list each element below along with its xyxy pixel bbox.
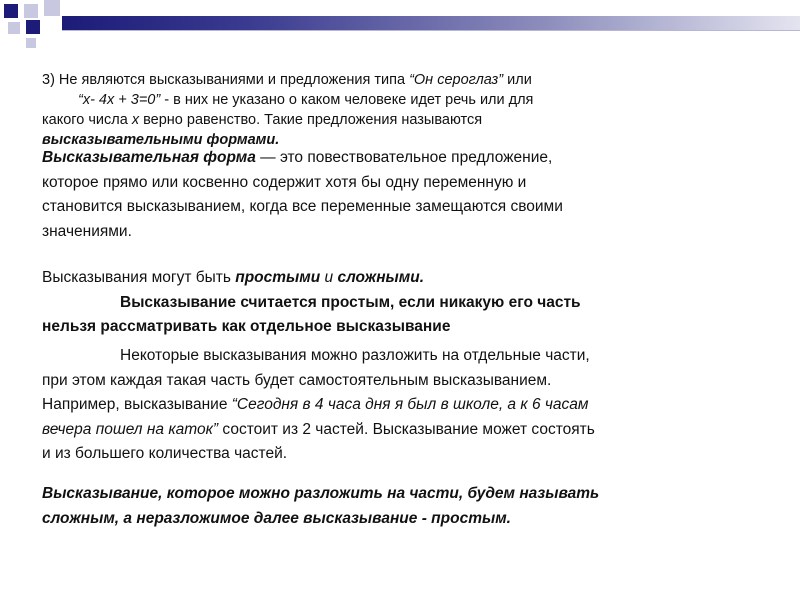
text-line: какого числа x верно равенство. Такие предложения называются xyxy=(42,112,483,128)
paragraph-kinds xyxy=(42,266,772,340)
rule-line: нельзя рассматривать как отдельное высказывание xyxy=(42,318,451,335)
text-line: Высказывания могут быть простыми и сложными. xyxy=(42,269,425,286)
text-line: 3) Не являются высказываниями и предложения типа “Он сероглаз” или xyxy=(42,72,532,88)
decor-square xyxy=(24,4,38,18)
example-quote: “Он сероглаз” xyxy=(409,72,504,88)
text-line: сложным, а неразложимое далее высказывание - простым. xyxy=(42,509,511,527)
slide-header-decoration xyxy=(0,0,800,60)
text-line: “x- 4x + 3=0” - в них не указано о каком человеке идет речь или для xyxy=(78,92,534,108)
decor-square xyxy=(26,38,36,48)
term-simple: простыми xyxy=(235,269,321,286)
defined-term: Высказывательная форма xyxy=(42,149,256,166)
decor-square xyxy=(8,22,20,34)
text-line: Например, высказывание “Сегодня в 4 часа дня я был в школе, а к 6 часам xyxy=(42,396,589,413)
example-quote: вечера пошел на каток” xyxy=(42,420,219,438)
example-quote: “Сегодня в 4 часа дня я был в школе, а к 6 часам xyxy=(231,396,589,413)
text-line: значениями. xyxy=(42,222,132,240)
decor-square xyxy=(4,4,18,18)
paragraph-definition xyxy=(42,146,772,244)
variable-x: x xyxy=(131,112,140,128)
text-line: и из большего количества частей. xyxy=(42,445,288,462)
text-line: становится высказыванием, когда все переменные замещаются своими xyxy=(42,198,563,215)
text-line: при этом каждая такая часть будет самостоятельным высказыванием. xyxy=(42,371,552,389)
header-divider xyxy=(62,30,800,31)
text-line: которое прямо или косвенно содержит хотя бы одну переменную и xyxy=(42,173,527,191)
text-line: вечера пошел на каток” состоит из 2 частей. Высказывание может состоять xyxy=(42,420,595,438)
decor-square xyxy=(44,0,60,16)
term-complex: сложными. xyxy=(337,269,425,286)
equation-quote: “x- 4x + 3=0” xyxy=(78,92,161,108)
text-line: Высказывательная форма — это повествовательное предложение, xyxy=(42,149,553,166)
paragraph-example xyxy=(42,344,772,467)
rule-line: Высказывание считается простым, если никакую его часть xyxy=(120,293,581,311)
text-line: Некоторые высказывания можно разложить на отдельные части, xyxy=(120,347,590,364)
decor-square xyxy=(26,20,40,34)
header-gradient-bar xyxy=(62,16,800,30)
paragraph-conclusion xyxy=(42,482,772,531)
text-line: Высказывание, которое можно разложить на части, будем называть xyxy=(42,485,600,502)
term-highlight: высказывательными формами. xyxy=(42,132,280,148)
